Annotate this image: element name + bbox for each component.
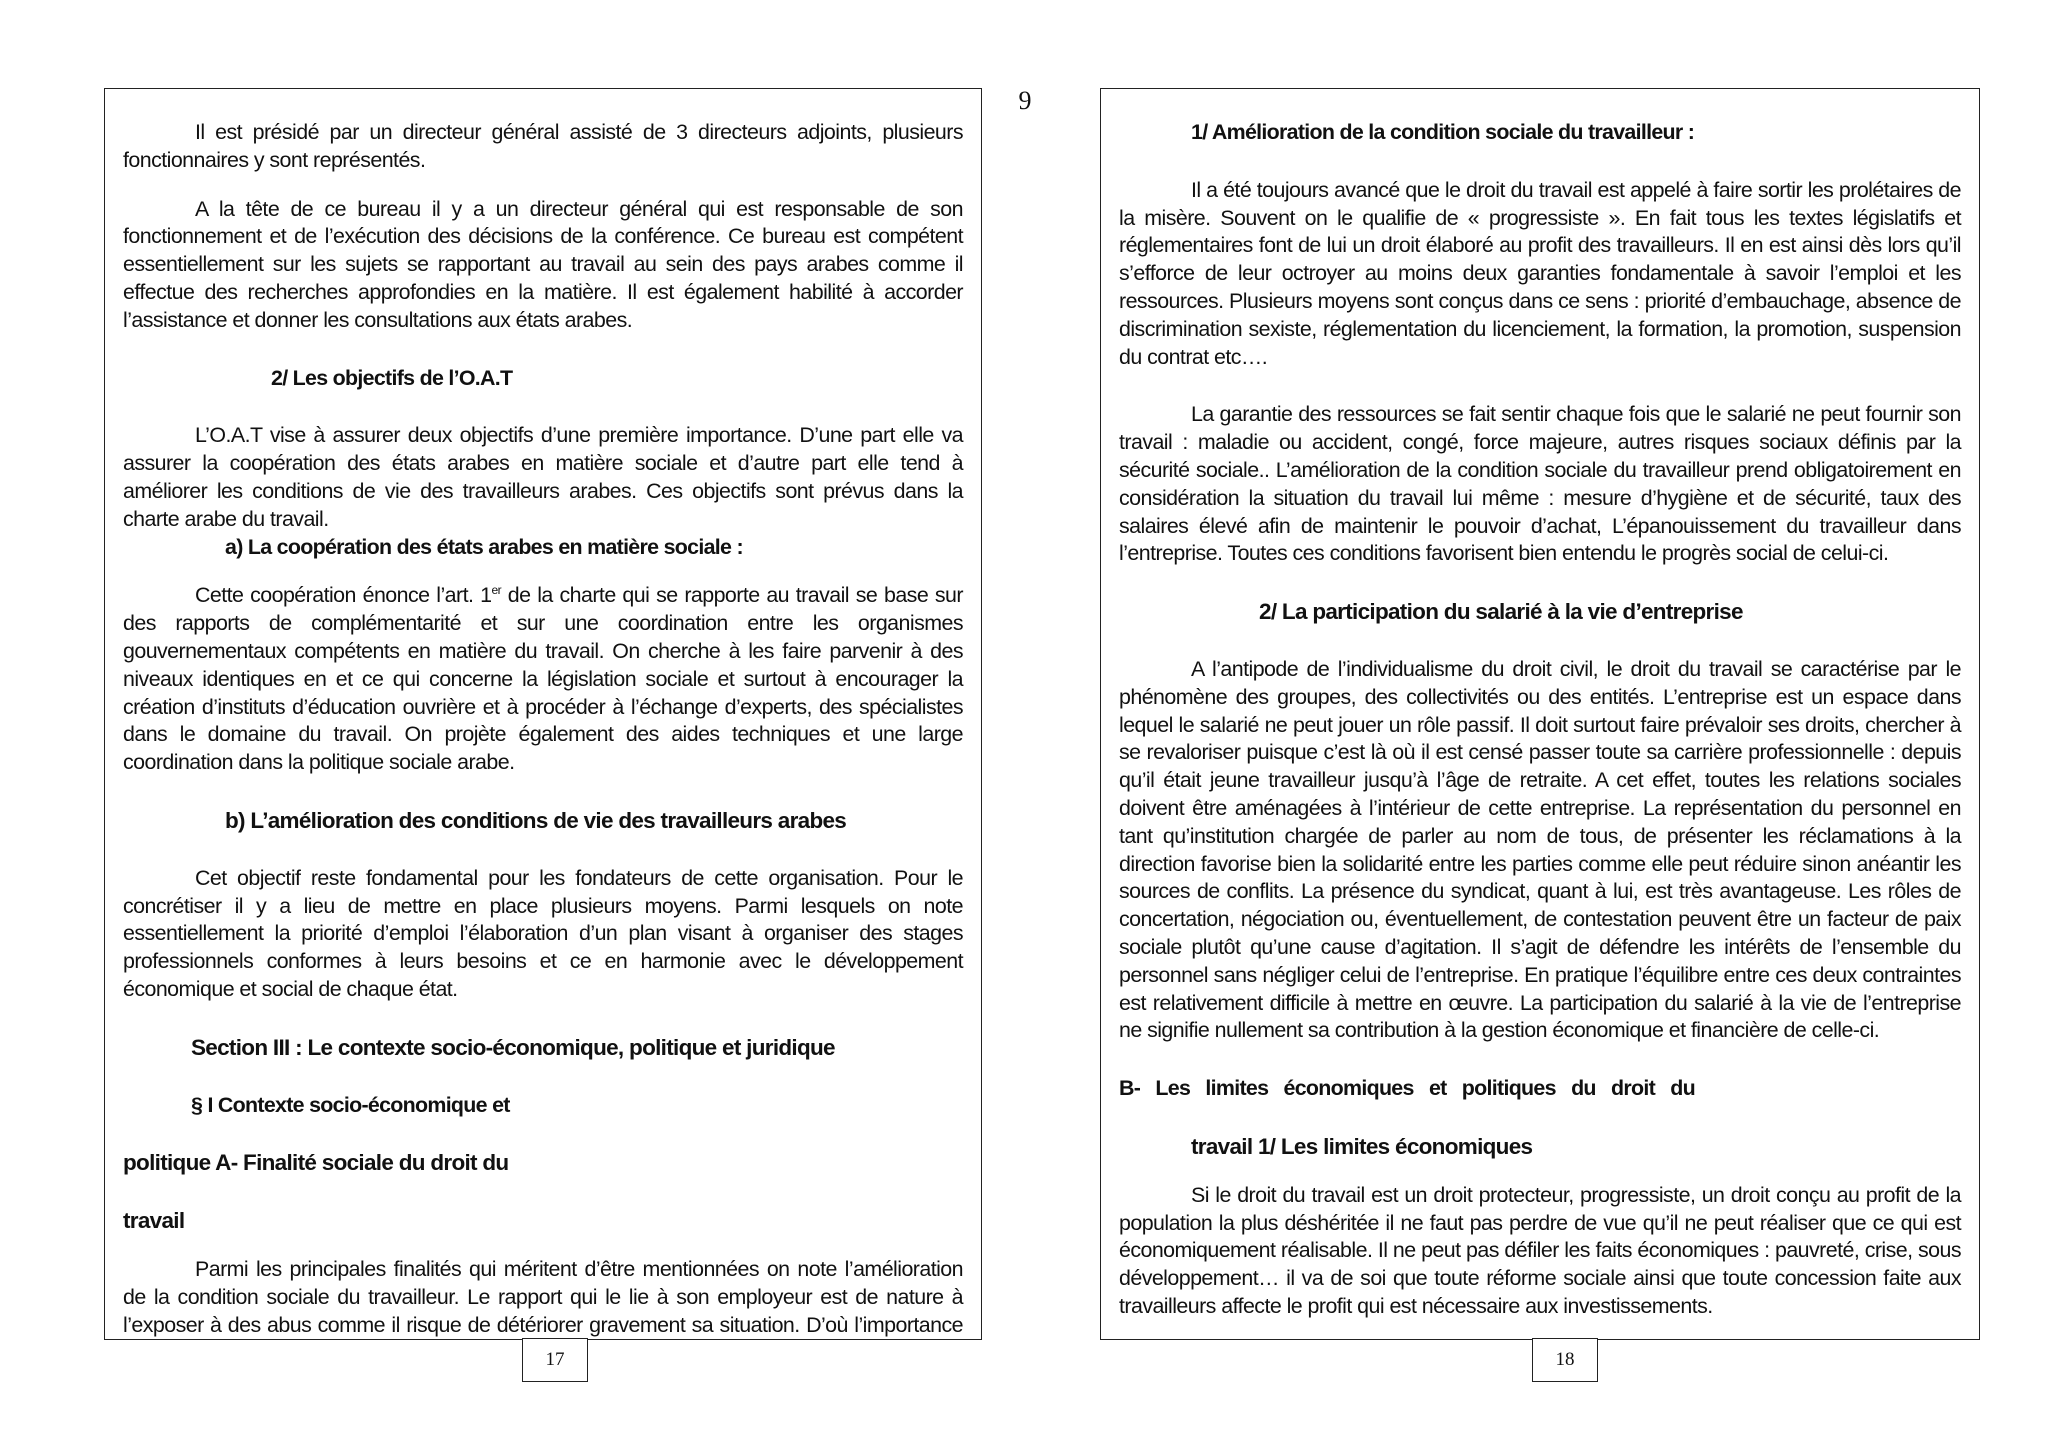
heading-objectifs-oat: 2/ Les objectifs de l’O.A.T [271, 365, 513, 390]
heading-limites: B- Les limites économiques et politiques du droit du [1119, 1076, 1696, 1101]
paragraph: Il est présidé par un directeur général assisté de 3 directeurs adjoints, plusieurs fonctionnaires y sont représentés. [123, 120, 963, 172]
paragraph: A l’antipode de l’individualisme du droit civil, le droit du travail se caractérise par le phénomène des groupes, des collectivités ou des entités. L’entreprise est un espace dans lequel le salarié ne peut jouer un rôle passif. Il doit surtout faire prévaloir ses droits, chercher à se revaloriser puisque c’est là où il est censé passer toute sa carrière professionnelle : depuis qu’il était jeune travailleur jusqu’à l’âge de retraite. A cet effet, toutes les relations sociales doivent être aménagées à l’intérieur de cette entreprise. La représentation du personnel en tant qu’institution chargée de parler au nom de tous, de présenter les réclamations à la direction favorise bien la solidarité entre les parties comme elle peut réduire sinon anéantir les sources de conflits. La présence du syndicat, quant à lui, est très avantageuse. Les rôles de concertation, négociation ou, éventuellement, de contestation peuvent être un facteur de paix sociale plutôt qu’une cause d’agitation. Il s’agit de défendre les intérêts de l’ensemble du personnel sans négliger celui de l’entreprise. En pratique l’équilibre entre ces deux contraintes est relativement difficile à mettre en œuvre. La participation du salarié à la vie de l’entreprise ne signifie nullement sa contribution à la gestion économique et financière de celle-ci. [1119, 656, 1961, 1043]
paragraph: Cet objectif reste fondamental pour les fondateurs de cette organisation. Pour le concrétiser il y a lieu de mettre en place plusieurs moyens. Parmi lesquels on note essentiellement la priorité d’emploi l’élaboration d’un plan visant à organiser des stages professionnels conformes à leurs besoins et ce en harmonie avec le développement économique et social de chaque état. [123, 865, 963, 1001]
page-number-17: 17 [522, 1338, 588, 1382]
heading-cooperation: a) La coopération des états arabes en matière sociale : [225, 534, 743, 559]
paragraph: Parmi les principales finalités qui méritent d’être mentionnées on note l’amélioration de la condition sociale du travailleur. Le rapport qui le lie à son employeur est de nature à l’exposer à des abus comme il risque de détériorer gravement sa situation. D’où l’importance [123, 1256, 963, 1337]
heading-amelioration-condition: 1/ Amélioration de la condition sociale du travailleur : [1191, 120, 1695, 144]
left-page-content [123, 119, 963, 1340]
page-number-18: 18 [1532, 1338, 1598, 1382]
paragraph [123, 582, 963, 777]
heading-travail: travail [123, 1208, 185, 1234]
superscript-ordinal: er [491, 583, 502, 598]
paragraph: Il a été toujours avancé que le droit du travail est appelé à faire sortir les prolétaires de la misère. Souvent on le qualifie de « progressiste ». En fait tous les textes législatifs et réglementaires font de lui un droit élaboré au profit des travailleurs. Il en est ainsi dès lors qu’il s’efforce de leur octroyer au moins deux garanties fondamentale à savoir l’emploi et les ressources. Plusieurs moyens sont conçus dans ce sens : priorité d’embauchage, absence de discrimination sexiste, réglementation du licenciement, la formation, la promotion, suspension du contrat etc…. [1119, 177, 1961, 369]
paragraph: A la tête de ce bureau il y a un directeur général qui est responsable de son fonctionnement et de l’exécution des décisions de la conférence. Ce bureau est compétent essentiellement sur les sujets se rapportant au travail au sein des pays arabes comme il effectue des recherches approfondies en la matière. Il est également habilité à accorder l’assistance et donner les consultations aux états arabes. [123, 196, 963, 332]
heading-section-iii: Section III : Le contexte socio-économique, politique et juridique [191, 1034, 835, 1060]
paragraph: L’O.A.T vise à assurer deux objectifs d’une première importance. D’une part elle va assurer la coopération des états arabes en matière sociale et d’autre part elle tend à améliorer les conditions de vie des travailleurs arabes. Ces objectifs sont prévus dans la charte arabe du travail. [123, 423, 963, 531]
right-page-content [1119, 119, 1961, 1321]
heading-finalite: politique A- Finalité sociale du droit du [123, 1150, 509, 1176]
paragraph-start: Cette coopération énonce l’art. 1 [195, 583, 492, 608]
heading-contexte: § I Contexte socio-économique et [191, 1092, 510, 1117]
right-page [1100, 88, 1980, 1340]
heading-limites-economiques: travail 1/ Les limites économiques [1191, 1133, 1533, 1159]
left-page [104, 88, 982, 1340]
paragraph: Si le droit du travail est un droit protecteur, progressiste, un droit conçu au profit de la population la plus déshéritée il ne faut pas perdre de vue qu’il ne peut réaliser que ce qui est économiquement réalisable. Il ne peut pas défiler les faits économiques : pauvreté, crise, sous développement… il va de soi que toute réforme sociale ainsi que toute concession faite aux travailleurs affecte le profit qui est nécessaire aux investissements. [1119, 1182, 1961, 1318]
heading-participation: 2/ La participation du salarié à la vie d’entreprise [1259, 599, 1743, 625]
heading-amelioration-conditions: b) L’amélioration des conditions de vie des travailleurs arabes [225, 807, 847, 833]
paragraph-rest: de la charte qui se rapporte au travail se base sur des rapports de complémentarité et sur une coordination entre les organismes gouvernementaux compétents en matière du travail. On cherche à les faire parvenir à des niveaux identiques en et ce qui concerne la législation sociale et surtout à encourager la création d’instituts d’éducation ouvrière et à procéder à l’échange d’experts, des spécialistes dans le domaine du travail. On projète également des aides techniques et une large coordination dans la politique sociale arabe. [123, 583, 963, 775]
sheet-number: 9 [1018, 86, 1032, 115]
paragraph: La garantie des ressources se fait sentir chaque fois que le salarié ne peut fournir son travail : maladie ou accident, congé, force majeure, autres risques sociaux définis par la sécurité sociale.. L’amélioration de la condition sociale du travailleur prend obligatoirement en considération la situation du travail lui même : mesure d’hygiène et de sécurité, taux des salaires élevé afin de maintenir le pouvoir d’achat, L’épanouissement du travailleur dans l’entreprise. Toutes ces conditions favorisent bien entendu le progrès social de celui-ci. [1119, 402, 1961, 566]
